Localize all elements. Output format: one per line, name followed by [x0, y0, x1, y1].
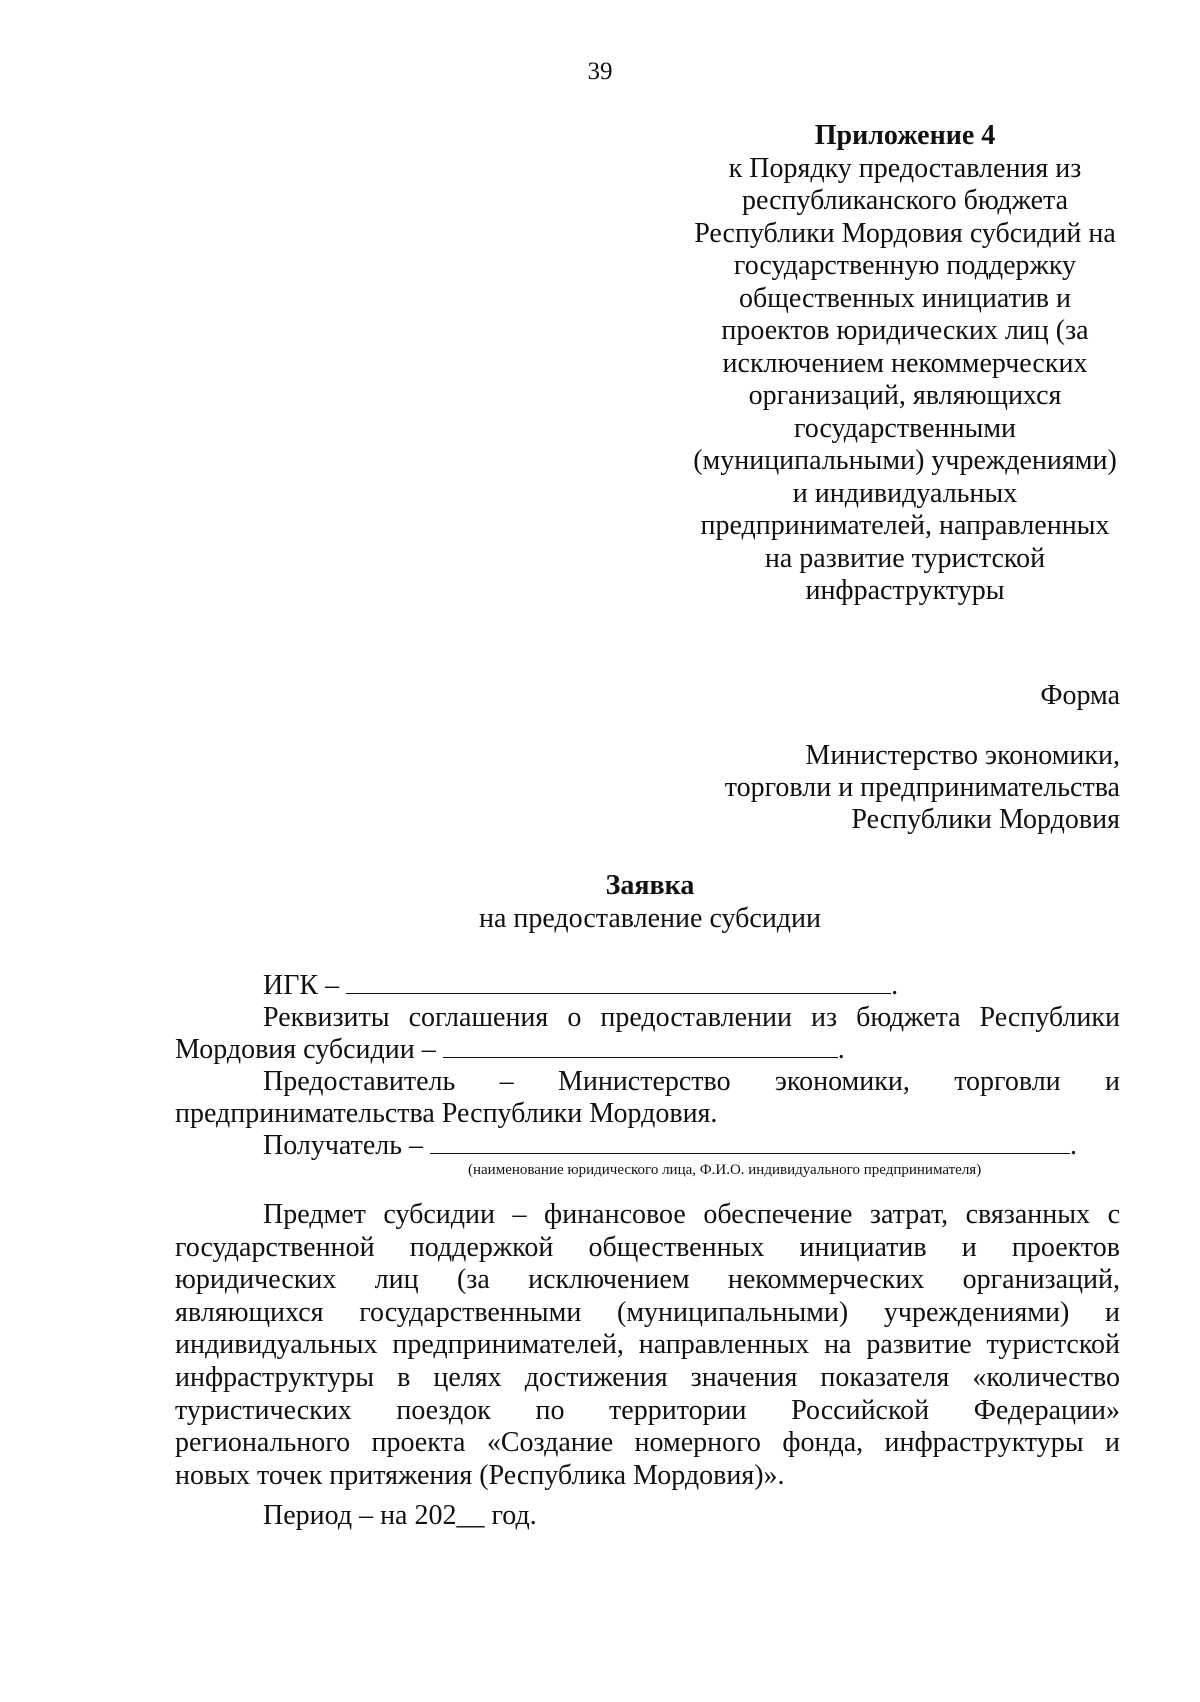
- provider-word: и: [1104, 1066, 1120, 1097]
- appendix-title: Приложение 4: [814, 120, 996, 151]
- subject-line: туристических поездок по территории Российской Федерации»: [175, 1394, 1120, 1426]
- subject-line: юридических лиц (за исключением некоммерческих организаций,: [175, 1264, 1120, 1296]
- subject-line: инфраструктуры в целях достижения значения показателя «количество: [175, 1361, 1120, 1393]
- appendix-line: инфраструктуры: [805, 575, 1005, 606]
- subject-line: государственной поддержкой общественных инициатив и проектов: [175, 1231, 1120, 1263]
- appendix-line: (муниципальными) учреждениями): [693, 445, 1117, 476]
- document-title: Заявка: [605, 870, 695, 901]
- appendix-line: исключением некоммерческих: [722, 347, 1088, 379]
- appendix-line: и индивидуальных: [792, 477, 1018, 509]
- subject-line: являющихся государственными (муниципальными) учреждениями) и: [175, 1296, 1120, 1328]
- subject-paragraph: [175, 1199, 1120, 1492]
- addressee-line: Министерство экономики,: [805, 740, 1120, 771]
- provider-word: Предоставитель: [263, 1066, 456, 1097]
- recipient-caption: (наименование юридического лица, Ф.И.О. индивидуального предпринимателя): [468, 1162, 982, 1178]
- addressee-line: Республики Мордовия: [851, 804, 1120, 835]
- subject-line: новых точек притяжения (Республика Мордовия)».: [175, 1459, 785, 1491]
- addressee-line: торговли и предпринимательства: [724, 772, 1120, 803]
- subject-line: индивидуальных предпринимателей, направленных на развитие туристской: [175, 1329, 1120, 1361]
- appendix-line: государственную поддержку: [733, 250, 1077, 281]
- agreement-blank-field[interactable]: [443, 1035, 838, 1058]
- igk-label: ИГК –: [263, 970, 340, 1001]
- appendix-line: организаций, являющихся: [748, 380, 1062, 411]
- subject-line: Предмет субсидии – финансовое обеспечение затрат, связанных с: [263, 1199, 1120, 1230]
- appendix-line: республиканского бюджета: [741, 185, 1069, 216]
- subject-line: регионального проекта «Создание номерного фонда, инфраструктуры и: [175, 1427, 1120, 1459]
- document-subtitle: на предоставление субсидии: [478, 903, 822, 934]
- period-mark: .: [1070, 1130, 1078, 1161]
- agreement-field-row: [175, 1002, 1120, 1066]
- page-number: 39: [587, 58, 613, 85]
- appendix-header: [670, 120, 1140, 608]
- appendix-line: проектов юридических лиц (за: [721, 315, 1089, 346]
- agreement-line-2: Мордовия субсидии –: [175, 1034, 436, 1065]
- provider-field-row: [175, 1066, 1120, 1130]
- recipient-label: Получатель –: [263, 1130, 424, 1161]
- appendix-line: Республики Мордовия субсидий на: [694, 217, 1116, 249]
- igk-blank-field[interactable]: [346, 971, 891, 994]
- provider-line-2: предпринимательства Республики Мордовия.: [175, 1098, 718, 1129]
- period-mark: .: [891, 970, 899, 1001]
- provider-word: торговли: [954, 1066, 1061, 1097]
- appendix-line: на развитие туристской: [764, 542, 1046, 574]
- appendix-line: общественных инициатив и: [739, 282, 1071, 314]
- provider-word: экономики,: [774, 1066, 910, 1097]
- addressee-block: [725, 740, 1120, 836]
- recipient-field-row: [175, 1130, 1120, 1162]
- period-line: Период – на 202__ год.: [263, 1500, 537, 1531]
- provider-line-1: [175, 1066, 1120, 1098]
- provider-word: Министерство: [557, 1066, 731, 1097]
- appendix-line: государственными: [793, 412, 1017, 444]
- form-label: Форма: [1040, 680, 1120, 711]
- provider-word: –: [499, 1066, 514, 1097]
- appendix-line: предпринимателей, направленных: [700, 510, 1110, 541]
- recipient-blank-field[interactable]: [430, 1131, 1070, 1154]
- period-mark: .: [837, 1034, 845, 1065]
- agreement-line-1: Реквизиты соглашения о предоставлении из бюджета Республики: [263, 1002, 1120, 1033]
- appendix-line: к Порядку предоставления из: [728, 152, 1082, 184]
- igk-field-row: [175, 970, 1120, 1002]
